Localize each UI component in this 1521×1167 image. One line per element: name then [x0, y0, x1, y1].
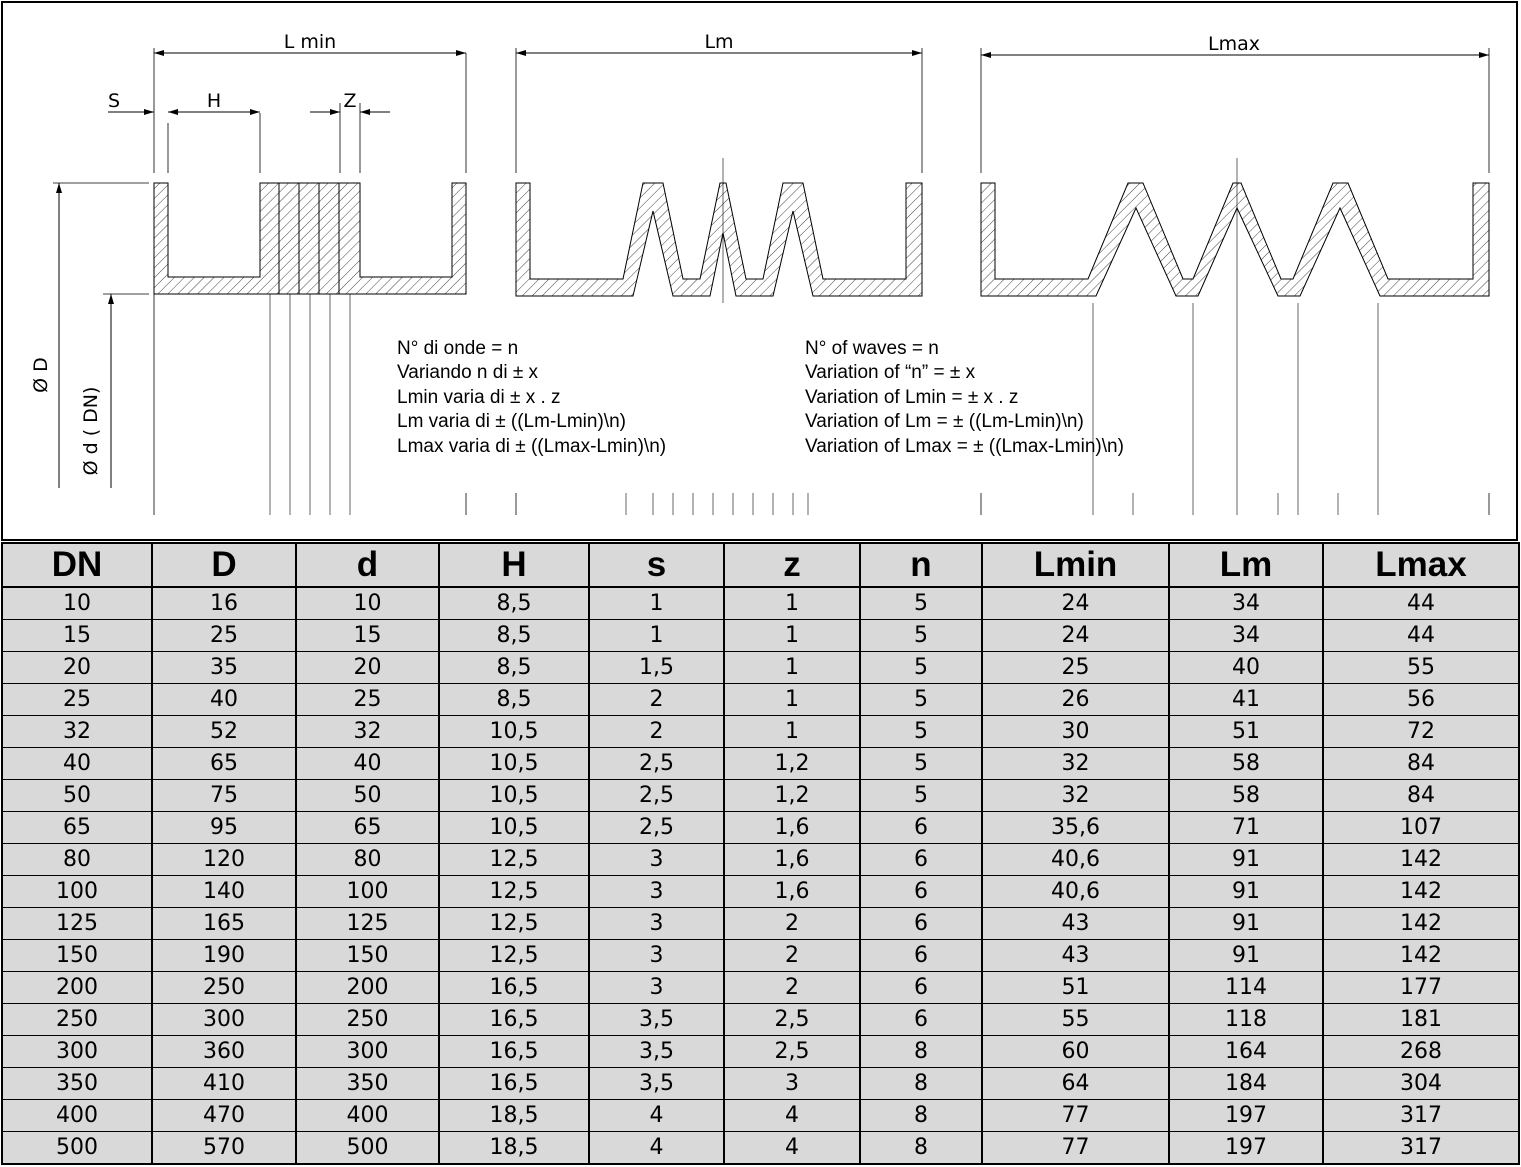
- note-en-line: N° of waves = n: [805, 338, 939, 359]
- header-lmin: Lmin: [982, 543, 1169, 587]
- cell-h: 8,5: [439, 587, 589, 620]
- cell-d-inner: 125: [296, 908, 439, 940]
- notes-italian: [397, 338, 666, 457]
- cell-dn: 25: [2, 684, 152, 716]
- table-row: [2, 652, 1519, 684]
- cell-dn: 250: [2, 1004, 152, 1036]
- cell-lm: 91: [1169, 844, 1323, 876]
- cell-z: 1: [724, 587, 860, 620]
- cell-h: 16,5: [439, 972, 589, 1004]
- table-row: [2, 620, 1519, 652]
- cell-dn: 200: [2, 972, 152, 1004]
- cell-n: 5: [860, 716, 982, 748]
- cell-d-outer: 65: [152, 748, 296, 780]
- cell-n: 6: [860, 940, 982, 972]
- cell-d-outer: 52: [152, 716, 296, 748]
- cell-dn: 400: [2, 1100, 152, 1132]
- cell-lmin: 30: [982, 716, 1169, 748]
- table-row: [2, 1004, 1519, 1036]
- cell-d-outer: 470: [152, 1100, 296, 1132]
- cell-d-inner: 32: [296, 716, 439, 748]
- cell-d-inner: 350: [296, 1068, 439, 1100]
- header-row: [2, 543, 1519, 587]
- cell-d-outer: 360: [152, 1036, 296, 1068]
- cell-lmax: 142: [1323, 940, 1519, 972]
- cell-lmax: 56: [1323, 684, 1519, 716]
- cell-dn: 350: [2, 1068, 152, 1100]
- cell-lmin: 40,6: [982, 844, 1169, 876]
- cell-z: 1,6: [724, 812, 860, 844]
- cell-n: 8: [860, 1100, 982, 1132]
- cell-d-inner: 25: [296, 684, 439, 716]
- cell-lmax: 268: [1323, 1036, 1519, 1068]
- cell-s: 4: [589, 1132, 724, 1165]
- cell-lmin: 32: [982, 780, 1169, 812]
- cell-n: 8: [860, 1068, 982, 1100]
- cell-z: 1,6: [724, 844, 860, 876]
- cell-n: 6: [860, 908, 982, 940]
- cell-d-outer: 75: [152, 780, 296, 812]
- cell-s: 3,5: [589, 1036, 724, 1068]
- label-h: H: [206, 90, 222, 112]
- cell-d-inner: 50: [296, 780, 439, 812]
- label-lmax: Lmax: [1208, 33, 1260, 55]
- label-lm: Lm: [704, 31, 734, 53]
- cell-lmin: 77: [982, 1100, 1169, 1132]
- cell-lmin: 43: [982, 940, 1169, 972]
- cell-d-inner: 80: [296, 844, 439, 876]
- cell-z: 4: [724, 1100, 860, 1132]
- cell-h: 18,5: [439, 1132, 589, 1165]
- cell-dn: 80: [2, 844, 152, 876]
- cell-d-outer: 165: [152, 908, 296, 940]
- cell-lmax: 142: [1323, 844, 1519, 876]
- cell-n: 6: [860, 972, 982, 1004]
- cell-h: 12,5: [439, 876, 589, 908]
- label-inner-diameter: Ø d ( DN): [80, 386, 102, 476]
- cell-lm: 34: [1169, 620, 1323, 652]
- cell-lmax: 317: [1323, 1100, 1519, 1132]
- cell-s: 3: [589, 908, 724, 940]
- table-row: [2, 972, 1519, 1004]
- cell-z: 2: [724, 908, 860, 940]
- cell-d-inner: 20: [296, 652, 439, 684]
- header-h: H: [439, 543, 589, 587]
- cell-dn: 500: [2, 1132, 152, 1165]
- header-dn: DN: [2, 543, 152, 587]
- cell-n: 6: [860, 1004, 982, 1036]
- table-row: [2, 908, 1519, 940]
- cell-lm: 34: [1169, 587, 1323, 620]
- cell-s: 2,5: [589, 780, 724, 812]
- cell-dn: 65: [2, 812, 152, 844]
- cell-lmin: 40,6: [982, 876, 1169, 908]
- cell-d-outer: 250: [152, 972, 296, 1004]
- cell-s: 1: [589, 587, 724, 620]
- cell-dn: 10: [2, 587, 152, 620]
- cell-s: 4: [589, 1100, 724, 1132]
- cell-lmin: 55: [982, 1004, 1169, 1036]
- cell-lmax: 44: [1323, 587, 1519, 620]
- cell-d-outer: 16: [152, 587, 296, 620]
- cell-lm: 71: [1169, 812, 1323, 844]
- table-row: [2, 1132, 1519, 1165]
- cell-lmin: 35,6: [982, 812, 1169, 844]
- cell-lmin: 77: [982, 1132, 1169, 1165]
- cell-dn: 100: [2, 876, 152, 908]
- note-it-line: N° di onde = n: [397, 338, 519, 359]
- cell-lmin: 60: [982, 1036, 1169, 1068]
- header-lm: Lm: [1169, 543, 1323, 587]
- cell-lm: 91: [1169, 876, 1323, 908]
- cell-z: 1: [724, 620, 860, 652]
- cell-d-outer: 25: [152, 620, 296, 652]
- cell-z: 1: [724, 684, 860, 716]
- cell-lm: 58: [1169, 780, 1323, 812]
- note-en-line: Variation of Lmax = ± ((Lmax-Lmin)\n): [805, 436, 1124, 457]
- table-row: [2, 844, 1519, 876]
- cell-lmax: 181: [1323, 1004, 1519, 1036]
- note-en-line: Variation of Lmin = ± x . z: [805, 387, 1019, 408]
- note-en-line: Variation of “n” = ± x: [805, 362, 976, 383]
- cell-h: 16,5: [439, 1068, 589, 1100]
- cell-h: 16,5: [439, 1036, 589, 1068]
- cell-z: 4: [724, 1132, 860, 1165]
- cell-n: 5: [860, 587, 982, 620]
- table-row: [2, 1068, 1519, 1100]
- cell-lmax: 177: [1323, 972, 1519, 1004]
- cell-d-inner: 400: [296, 1100, 439, 1132]
- dimensions-table: [1, 542, 1520, 1165]
- cell-dn: 300: [2, 1036, 152, 1068]
- cell-n: 5: [860, 620, 982, 652]
- cell-z: 1,6: [724, 876, 860, 908]
- cell-lm: 164: [1169, 1036, 1323, 1068]
- table-row: [2, 1100, 1519, 1132]
- cell-h: 8,5: [439, 684, 589, 716]
- cell-d-inner: 150: [296, 940, 439, 972]
- cell-d-inner: 250: [296, 1004, 439, 1036]
- cell-z: 2: [724, 940, 860, 972]
- cell-d-inner: 40: [296, 748, 439, 780]
- label-z: Z: [343, 90, 357, 112]
- cell-s: 2: [589, 684, 724, 716]
- cell-h: 12,5: [439, 940, 589, 972]
- cell-lm: 40: [1169, 652, 1323, 684]
- cell-d-inner: 10: [296, 587, 439, 620]
- cell-lmax: 84: [1323, 780, 1519, 812]
- cell-d-outer: 35: [152, 652, 296, 684]
- table-body: [2, 587, 1519, 1164]
- cell-n: 8: [860, 1036, 982, 1068]
- cell-h: 18,5: [439, 1100, 589, 1132]
- cell-h: 12,5: [439, 844, 589, 876]
- cell-d-inner: 300: [296, 1036, 439, 1068]
- cell-h: 12,5: [439, 908, 589, 940]
- cell-n: 8: [860, 1132, 982, 1165]
- cell-dn: 40: [2, 748, 152, 780]
- header-s: s: [589, 543, 724, 587]
- header-lmax: Lmax: [1323, 543, 1519, 587]
- cell-d-inner: 100: [296, 876, 439, 908]
- cell-lm: 118: [1169, 1004, 1323, 1036]
- label-outer-diameter: Ø D: [30, 357, 52, 393]
- cell-lmax: 142: [1323, 876, 1519, 908]
- cell-h: 10,5: [439, 780, 589, 812]
- cell-h: 10,5: [439, 716, 589, 748]
- cell-lmin: 24: [982, 587, 1169, 620]
- cell-h: 8,5: [439, 652, 589, 684]
- cell-lmin: 51: [982, 972, 1169, 1004]
- cell-n: 5: [860, 684, 982, 716]
- cell-n: 5: [860, 748, 982, 780]
- cell-s: 3,5: [589, 1004, 724, 1036]
- cell-lmin: 26: [982, 684, 1169, 716]
- note-it-line: Lmin varia di ± x . z: [397, 387, 561, 408]
- cell-lm: 58: [1169, 748, 1323, 780]
- cell-d-outer: 95: [152, 812, 296, 844]
- note-it-line: Variando n di ± x: [397, 362, 539, 383]
- cell-d-outer: 410: [152, 1068, 296, 1100]
- cell-s: 2,5: [589, 812, 724, 844]
- cell-s: 1: [589, 620, 724, 652]
- cell-d-outer: 190: [152, 940, 296, 972]
- cell-lm: 51: [1169, 716, 1323, 748]
- cell-d-outer: 40: [152, 684, 296, 716]
- table-row: [2, 716, 1519, 748]
- cell-d-outer: 140: [152, 876, 296, 908]
- cell-z: 2: [724, 972, 860, 1004]
- cell-n: 5: [860, 780, 982, 812]
- cell-lm: 41: [1169, 684, 1323, 716]
- header-d-outer: D: [152, 543, 296, 587]
- cell-dn: 15: [2, 620, 152, 652]
- table-row: [2, 780, 1519, 812]
- cell-s: 3: [589, 876, 724, 908]
- label-s: S: [107, 90, 121, 112]
- cell-s: 3,5: [589, 1068, 724, 1100]
- cell-d-outer: 300: [152, 1004, 296, 1036]
- cell-lmax: 84: [1323, 748, 1519, 780]
- cell-h: 16,5: [439, 1004, 589, 1036]
- cell-lmax: 317: [1323, 1132, 1519, 1165]
- cell-s: 2: [589, 716, 724, 748]
- cell-lmax: 55: [1323, 652, 1519, 684]
- cell-lm: 91: [1169, 908, 1323, 940]
- table-row: [2, 587, 1519, 620]
- cell-d-inner: 15: [296, 620, 439, 652]
- table-row: [2, 748, 1519, 780]
- table-row: [2, 812, 1519, 844]
- cell-s: 1,5: [589, 652, 724, 684]
- cell-d-outer: 570: [152, 1132, 296, 1165]
- notes-english: [805, 338, 1124, 457]
- cell-d-inner: 500: [296, 1132, 439, 1165]
- cell-lmax: 142: [1323, 908, 1519, 940]
- label-lmin: L min: [283, 31, 337, 53]
- table-row: [2, 940, 1519, 972]
- cell-lmin: 64: [982, 1068, 1169, 1100]
- cell-dn: 125: [2, 908, 152, 940]
- cell-lm: 197: [1169, 1132, 1323, 1165]
- cell-dn: 20: [2, 652, 152, 684]
- cell-n: 6: [860, 812, 982, 844]
- note-en-line: Variation of Lm = ± ((Lm-Lmin)\n): [805, 411, 1084, 432]
- cell-lm: 91: [1169, 940, 1323, 972]
- bellows-drawing: [3, 3, 1516, 539]
- cell-z: 1,2: [724, 780, 860, 812]
- cell-dn: 32: [2, 716, 152, 748]
- cell-lmin: 43: [982, 908, 1169, 940]
- cell-lmin: 24: [982, 620, 1169, 652]
- cell-h: 10,5: [439, 812, 589, 844]
- cell-lmin: 25: [982, 652, 1169, 684]
- cell-lmin: 32: [982, 748, 1169, 780]
- cell-lm: 197: [1169, 1100, 1323, 1132]
- cell-z: 1,2: [724, 748, 860, 780]
- cell-h: 10,5: [439, 748, 589, 780]
- cell-lmax: 304: [1323, 1068, 1519, 1100]
- cell-z: 1: [724, 652, 860, 684]
- cell-z: 2,5: [724, 1004, 860, 1036]
- cell-lmax: 107: [1323, 812, 1519, 844]
- header-n: n: [860, 543, 982, 587]
- cell-z: 3: [724, 1068, 860, 1100]
- cell-s: 2,5: [589, 748, 724, 780]
- note-it-line: Lmax varia di ± ((Lmax-Lmin)\n): [397, 436, 667, 457]
- cell-s: 3: [589, 972, 724, 1004]
- cell-s: 3: [589, 844, 724, 876]
- cell-n: 6: [860, 844, 982, 876]
- cell-lmax: 44: [1323, 620, 1519, 652]
- cell-s: 3: [589, 940, 724, 972]
- table-row: [2, 876, 1519, 908]
- table-header: [2, 543, 1519, 587]
- cell-lmax: 72: [1323, 716, 1519, 748]
- cell-z: 1: [724, 716, 860, 748]
- header-z: z: [724, 543, 860, 587]
- cell-d-outer: 120: [152, 844, 296, 876]
- table-row: [2, 684, 1519, 716]
- technical-drawing: [1, 1, 1518, 541]
- cell-z: 2,5: [724, 1036, 860, 1068]
- cell-h: 8,5: [439, 620, 589, 652]
- cell-dn: 150: [2, 940, 152, 972]
- cell-n: 6: [860, 876, 982, 908]
- cell-dn: 50: [2, 780, 152, 812]
- cell-d-inner: 65: [296, 812, 439, 844]
- cell-n: 5: [860, 652, 982, 684]
- cell-lm: 114: [1169, 972, 1323, 1004]
- note-it-line: Lm varia di ± ((Lm-Lmin)\n): [397, 411, 626, 432]
- cell-lm: 184: [1169, 1068, 1323, 1100]
- header-d-inner: d: [296, 543, 439, 587]
- table-row: [2, 1036, 1519, 1068]
- cell-d-inner: 200: [296, 972, 439, 1004]
